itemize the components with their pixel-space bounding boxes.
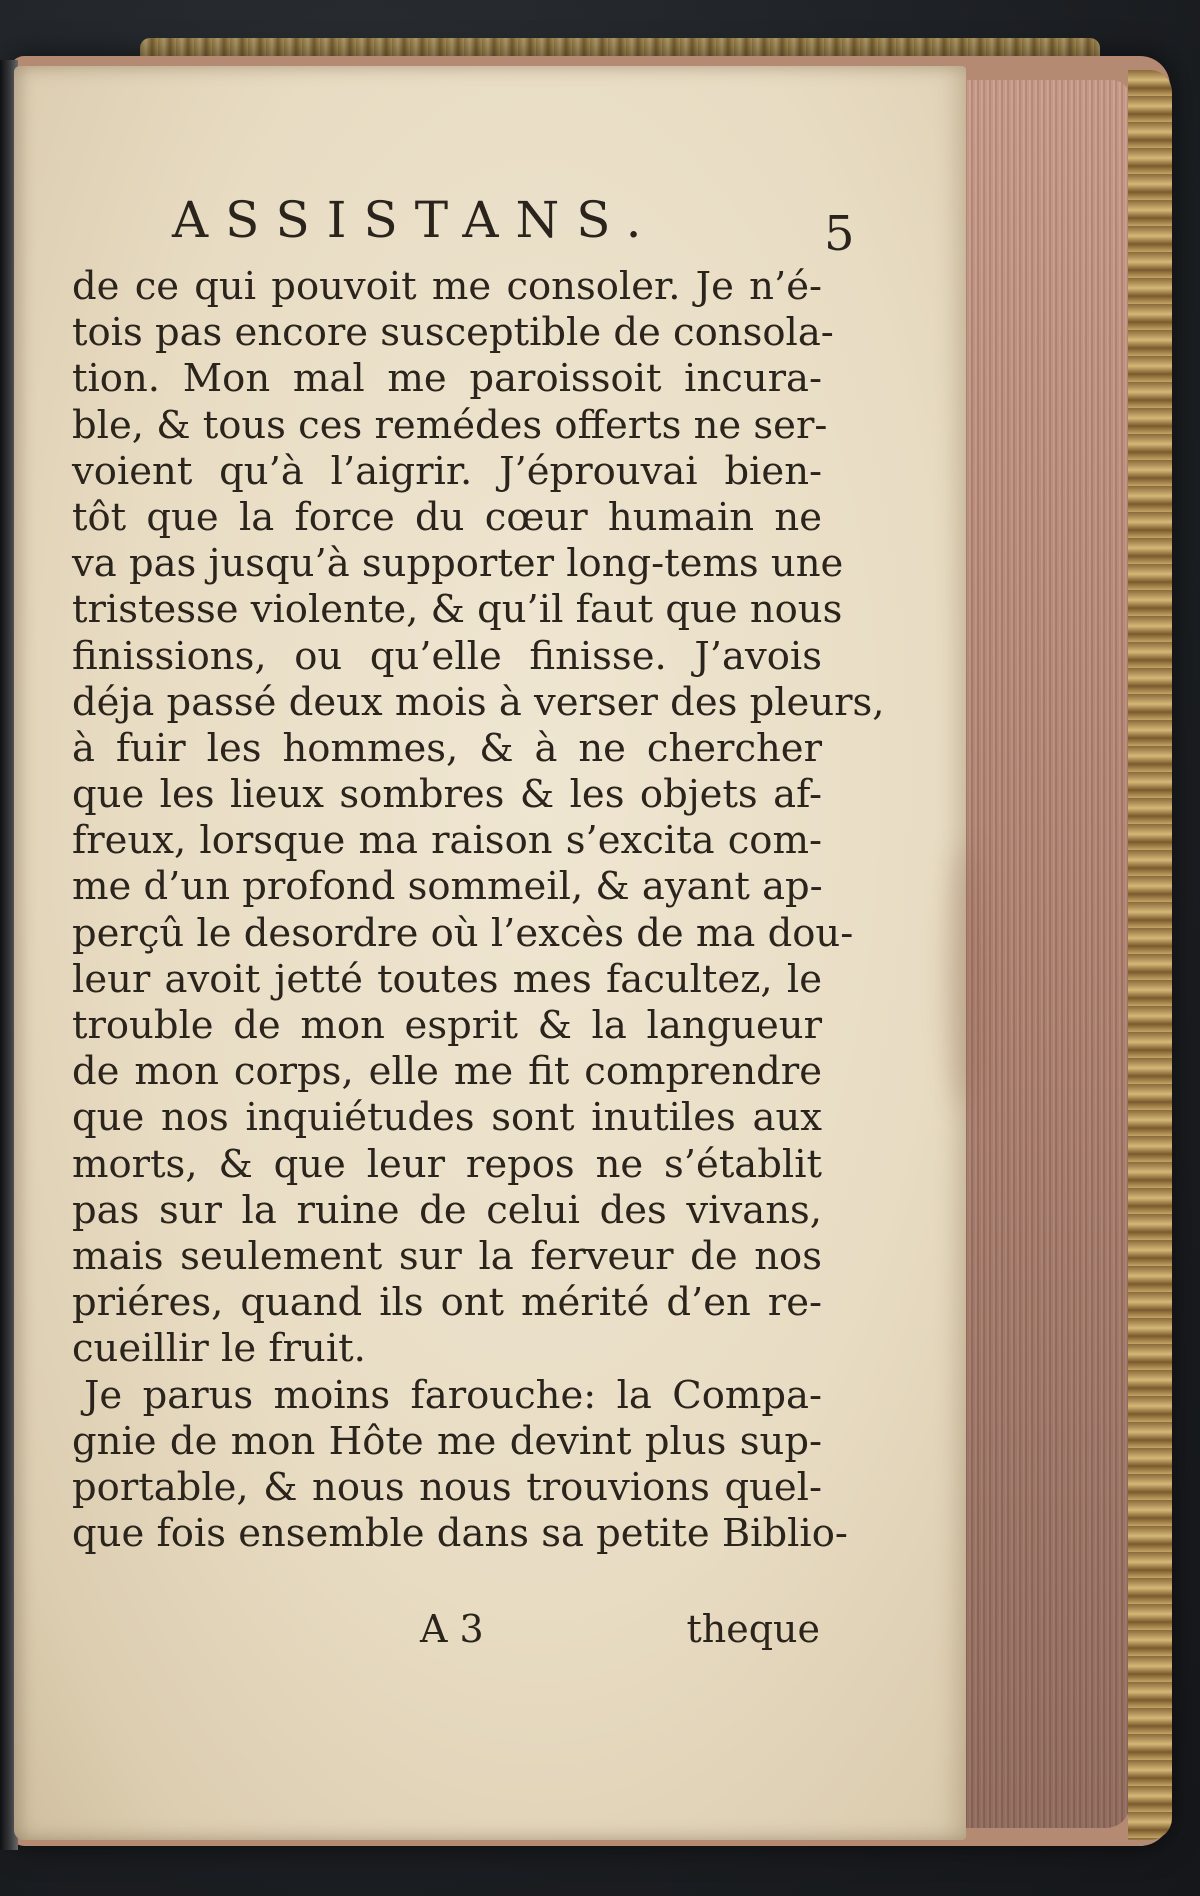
text-line: me d’un profond sommeil, & ayant ap- xyxy=(72,864,823,910)
text-line: Je parus moins farouche: la Compa- xyxy=(84,1372,822,1418)
running-head: ASSISTANS. xyxy=(172,191,659,249)
text-line: trouble de mon esprit & la langueur xyxy=(72,1003,822,1048)
text-line: tion. Mon mal me paroissoit incura- xyxy=(72,356,822,402)
text-line: leur avoit jetté toutes mes facultez, le xyxy=(72,956,822,1002)
text-line: de mon corps, elle me fit comprendre xyxy=(72,1049,822,1095)
text-line: va pas jusqu’à supporter long-tems une xyxy=(72,541,844,587)
page-footer xyxy=(100,1604,820,1664)
text-line: portable, & nous nous trouvions quel- xyxy=(72,1464,822,1510)
text-line: mais seulement sur la ferveur de nos xyxy=(72,1233,822,1279)
text-line: que les lieux sombres & les objets af- xyxy=(72,772,822,818)
text-line: à fuir les hommes, & à ne chercher xyxy=(72,725,822,771)
text-line: tois pas encore susceptible de consola- xyxy=(72,310,834,356)
page-stain xyxy=(944,846,984,1106)
text-line: perçû le desordre où l’excès de ma dou- xyxy=(72,910,854,956)
text-line: gnie de mon Hôte me devint plus sup- xyxy=(72,1418,822,1464)
text-line: finissions, ou qu’elle finisse. J’avois xyxy=(72,633,822,679)
text-line: que nos inquiétudes sont inutiles aux xyxy=(72,1095,822,1141)
body-text xyxy=(72,264,885,1557)
text-line: ble, & tous ces remédes offerts ne ser- xyxy=(72,402,828,448)
text-line: priéres, quand ils ont mérité d’en re- xyxy=(72,1280,822,1326)
text-line: voient qu’à l’aigrir. J’éprouvai bien- xyxy=(72,448,822,494)
text-line: freux, lorsque ma raison s’excita com- xyxy=(72,818,822,864)
text-line: pas sur la ruine de celui des vivans, xyxy=(72,1187,822,1233)
text-line: morts, & que leur repos ne s’établit xyxy=(72,1141,822,1187)
text-line: tôt que la force du cœur humain ne xyxy=(72,494,822,540)
text-line: cueillir le fruit. xyxy=(72,1326,366,1372)
page-header xyxy=(172,190,855,262)
page-number: 5 xyxy=(824,206,855,262)
text-line: tristesse violente, & qu’il faut que nous xyxy=(72,587,843,633)
signature-mark: A 3 xyxy=(420,1607,484,1651)
decorative-binding-right xyxy=(1128,70,1172,1840)
text-line: déja passé deux mois à verser des pleurs, xyxy=(72,679,885,725)
page-edges-stack xyxy=(962,80,1130,1828)
catchword: theque xyxy=(686,1607,820,1651)
text-line: que fois ensemble dans sa petite Biblio- xyxy=(72,1511,848,1557)
text-line: de ce qui pouvoit me consoler. Je n’é- xyxy=(72,264,822,309)
